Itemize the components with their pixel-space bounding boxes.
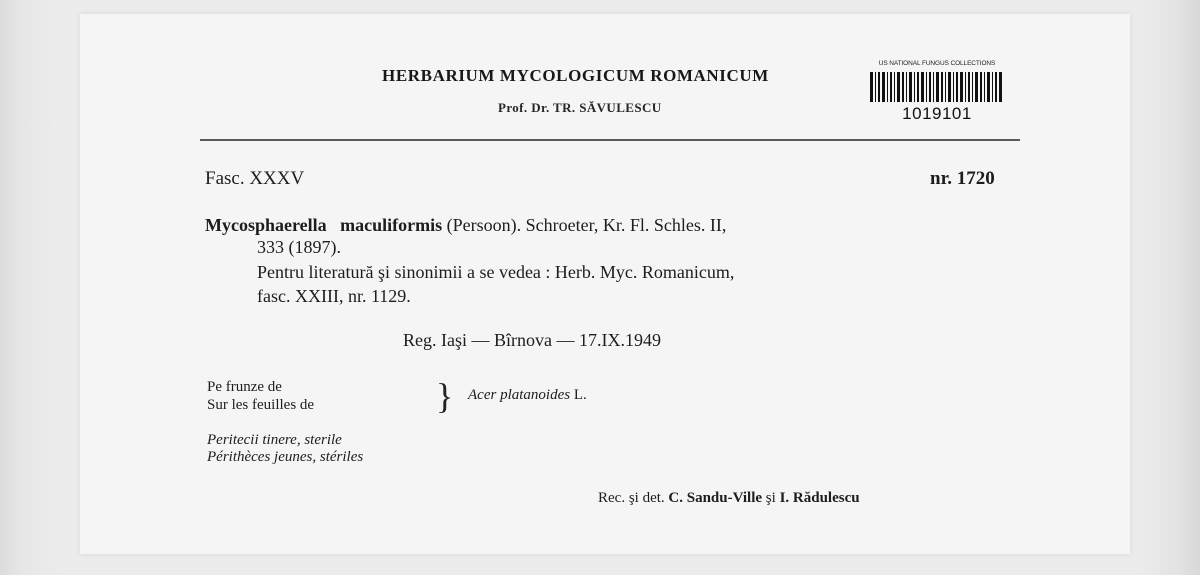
- epithet: maculiformis: [340, 215, 443, 235]
- barcode-icon: [870, 72, 1004, 102]
- literature-note: Pentru literatură şi sinonimii a se vedea : Herb. Myc. Romanicum,: [257, 262, 735, 282]
- barcode-label: [866, 60, 1008, 126]
- note-ro: Peritecii tinere, sterile: [207, 432, 342, 448]
- collector-2: I. Rădulescu: [779, 490, 860, 506]
- collectors-conj: şi: [765, 490, 776, 506]
- host-label-fr: Sur les feuilles de: [207, 397, 315, 413]
- citation-continued: 333 (1897).: [257, 237, 341, 257]
- notes: [207, 432, 363, 466]
- authority: (Persoon). Schroeter, Kr. Fl. Schles. II,: [446, 215, 727, 235]
- host-species-name: Acer platanoides: [468, 387, 571, 403]
- host-label-ro: Pe frunze de: [207, 379, 282, 395]
- brace: }: [436, 376, 454, 416]
- species-name-line: [205, 215, 726, 236]
- genus: Mycosphaerella: [205, 215, 327, 235]
- collector-1: C. Sandu-Ville: [668, 490, 763, 506]
- barcode-caption: US NATIONAL FUNGUS COLLECTIONS: [878, 60, 996, 67]
- host-species-author: L.: [573, 387, 587, 403]
- barcode-number: 1019101: [902, 104, 972, 123]
- herbarium-title: HERBARIUM MYCOLOGICUM ROMANICUM: [382, 66, 769, 85]
- literature-reference: fasc. XXIII, nr. 1129.: [257, 286, 411, 306]
- herbarium-director: Prof. Dr. TR. SĂVULESCU: [498, 100, 662, 115]
- note-fr: Périthèces jeunes, stériles: [207, 449, 364, 465]
- collectors-prefix: Rec. şi det.: [598, 490, 665, 506]
- specimen-number: nr. 1720: [930, 168, 995, 189]
- locality-date: Reg. Iaşi — Bîrnova — 17.IX.1949: [403, 330, 661, 350]
- host-labels: [207, 378, 314, 414]
- host-species: [468, 387, 587, 404]
- header-divider: [200, 139, 1020, 141]
- collectors-line: [598, 490, 860, 507]
- fascicle: Fasc. XXXV: [205, 168, 305, 189]
